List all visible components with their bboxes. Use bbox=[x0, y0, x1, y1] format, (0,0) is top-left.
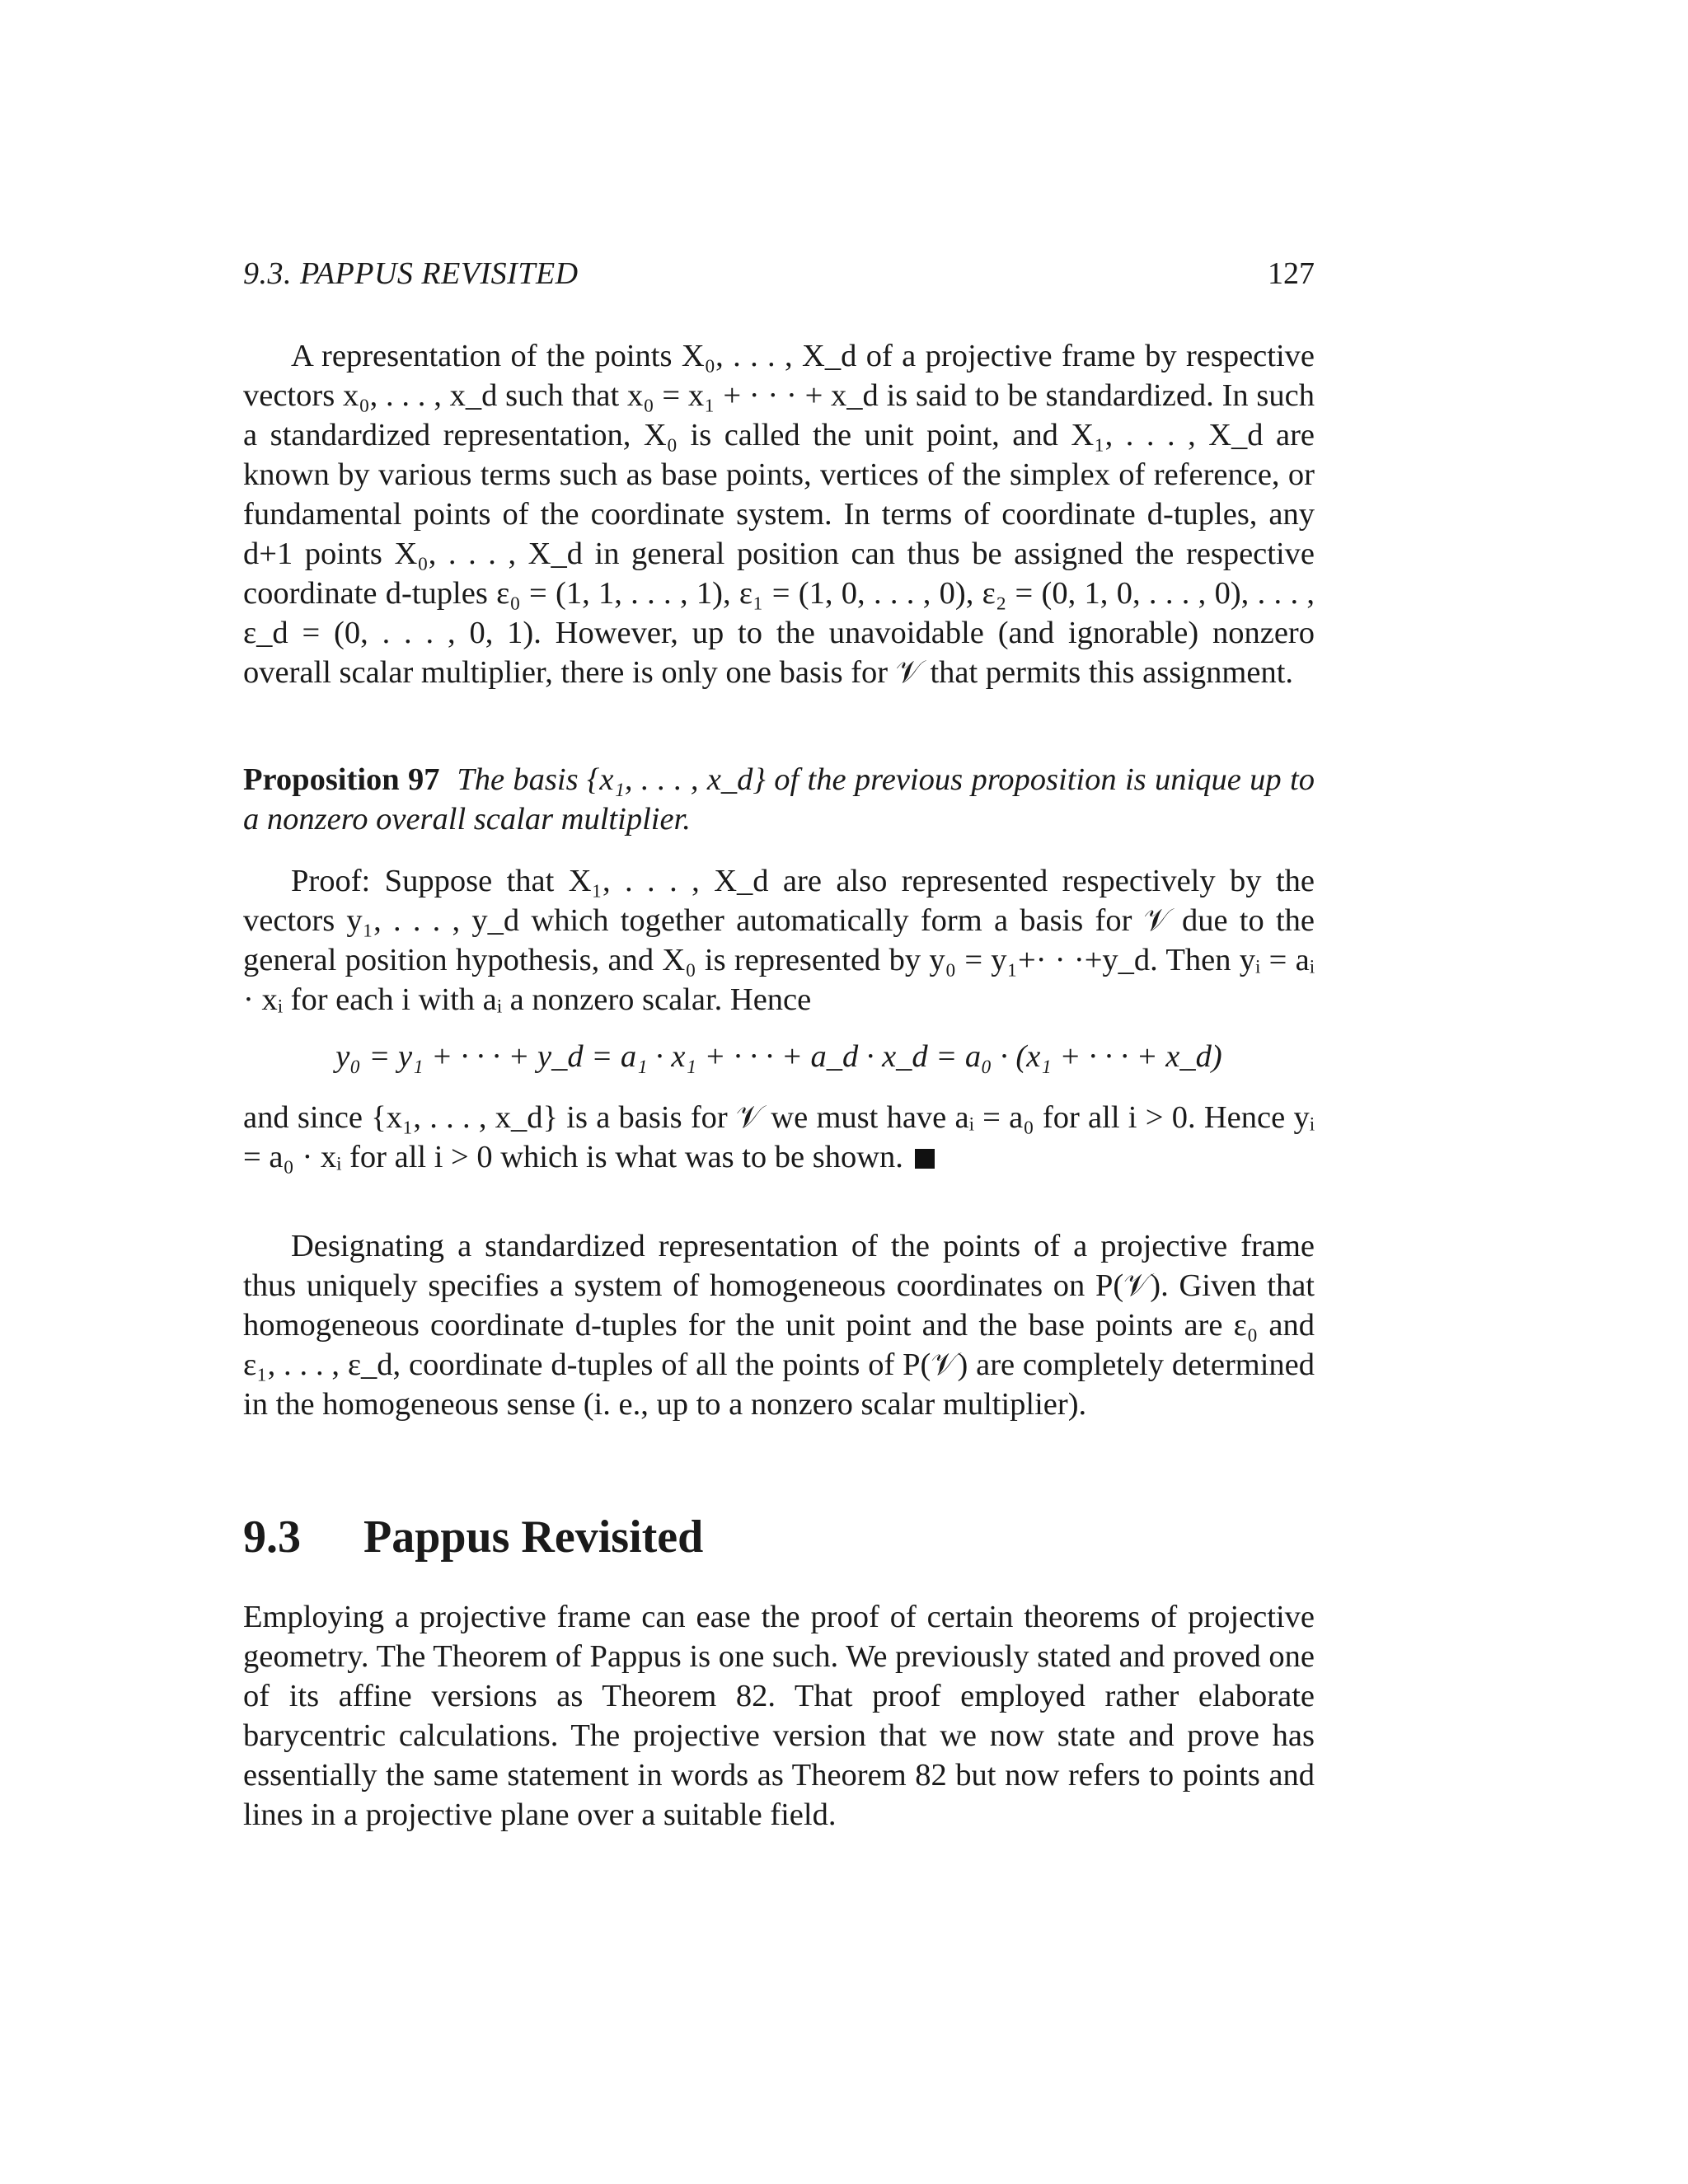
proposition-statement: The basis {x₁, . . . , x_d} of the previous proposition is unique up to a nonzero overall scalar multiplier. bbox=[243, 762, 1315, 837]
proof-text: Proof: Suppose that X₁, . . . , X_d are also represented respectively by the vectors y₁, . . . , y_d which together automatically form a basis for 𝒱 due to the general position hypothesis, and X₀ is represented by y₀ = y₁+· · ·+y_d. Then yᵢ = aᵢ · xᵢ for each i with aᵢ a nonzero scalar. Hence bbox=[243, 864, 1315, 1017]
running-title: 9.3. PAPPUS REVISITED bbox=[243, 256, 579, 291]
paragraph-pappus-intro bbox=[243, 1597, 1315, 1835]
proof-conclusion bbox=[243, 1098, 1315, 1177]
section-heading bbox=[243, 1508, 703, 1566]
proposition-97 bbox=[243, 760, 1315, 839]
proof-paragraph bbox=[243, 861, 1315, 1019]
paragraph-homogeneous-coordinates bbox=[243, 1226, 1315, 1424]
display-equation bbox=[243, 1037, 1315, 1076]
paragraph-text: A representation of the points X₀, . . . , X_d of a projective frame by respective vectors x₀, . . . , x_d such that x₀ = x₁ + · · · + x_d is said to be standardized. In such a standardized representation, X₀ is called the unit point, and X₁, . . . , X_d are known by various terms such as base points, vertices of the simplex of reference, or fundamental points of the coordinate system. In terms of coordinate d-tuples, any d+1 points X₀, . . . , X_d in general position can thus be assigned the respective coordinate d-tuples ε₀ = (1, 1, . . . , 1), ε₁ = (1, 0, . . . , 0), ε₂ = (0, 1, 0, . . . , 0), . . . , ε_d = (0, . . . , 0, 1). However, up to the unavoidable (and ignorable) nonzero overall scalar multiplier, there is only one basis for 𝒱 that permits this assignment. bbox=[243, 339, 1315, 690]
qed-square-icon bbox=[915, 1149, 935, 1169]
proposition-label: Proposition 97 bbox=[243, 762, 440, 797]
paragraph-text: Designating a standardized representation of the points of a projective frame thus uniquely specifies a system of homogeneous coordinates on P(𝒱). Given that homogeneous coordinate d-tuples for the unit point and the base points are ε₀ and ε₁, . . . , ε_d, coordinate d-tuples of all the points of P(𝒱) are completely determined in the homogeneous sense (i. e., up to a nonzero scalar multiplier). bbox=[243, 1229, 1315, 1422]
paragraph-standardized-representation bbox=[243, 336, 1315, 692]
paragraph-text: Employing a projective frame can ease the proof of certain theorems of projective geometry. The Theorem of Pappus is one such. We previously stated and proved one of its affine versions as Theorem 82. That proof employed rather elaborate barycentric calculations. The projective version that we now state and prove has essentially the same statement in words as Theorem 82 but now refers to points and lines in a projective plane over a suitable field. bbox=[243, 1600, 1315, 1832]
running-head bbox=[243, 255, 1315, 297]
proof-conclusion-text: and since {x₁, . . . , x_d} is a basis for 𝒱 we must have aᵢ = a₀ for all i > 0. Hence yᵢ = a₀ · xᵢ for all i > 0 which is what was to be shown. bbox=[243, 1100, 1315, 1174]
page-number: 127 bbox=[1268, 256, 1315, 291]
section-title: Pappus Revisited bbox=[363, 1511, 704, 1563]
section-number: 9.3 bbox=[243, 1511, 301, 1563]
equation-text: y₀ = y₁ + · · · + y_d = a₁ · x₁ + · · · + a_d · x_d = a₀ · (x₁ + · · · + x_d) bbox=[335, 1039, 1222, 1074]
